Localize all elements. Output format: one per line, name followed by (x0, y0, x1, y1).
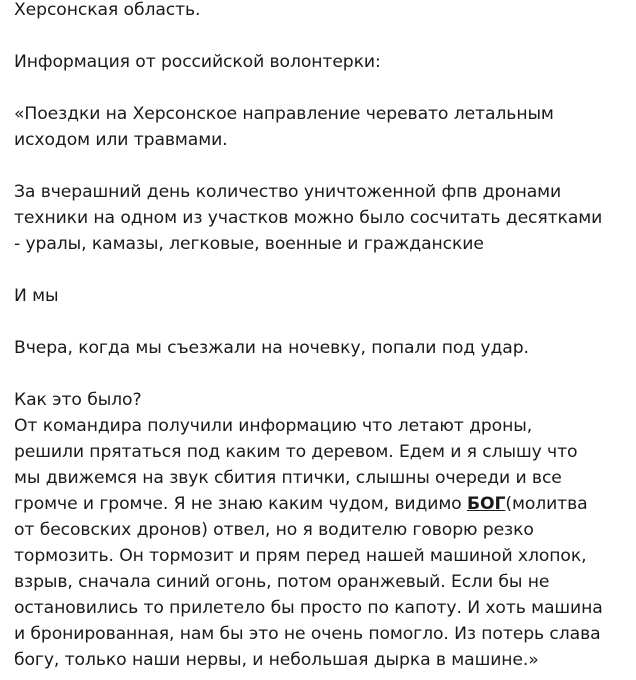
paragraph-1 (14, 101, 634, 153)
paragraph-5-line-2: От командира получили информацию что летают дроны, (14, 416, 533, 436)
paragraph-5-line-9: остановились то прилетело бы просто по капоту. И хоть машина (14, 598, 603, 618)
paragraph-5-line-10: и бронированная, нам бы это не очень помогло. Из потерь слава (14, 624, 601, 644)
paragraph-3 (14, 283, 634, 309)
paragraph-1-line-2: исходом или травмами. (14, 130, 228, 150)
paragraph-2-line-2: техники на одном из участков можно было сосчитать десятками (14, 208, 603, 228)
region-line (14, 0, 634, 23)
line-5-before-emphasis: громче и громче. Я не знаю каким чудом, видимо (14, 494, 467, 514)
paragraph-5-line-7: тормозить. Он тормозит и прям перед нашей машиной хлопок, (14, 546, 587, 566)
message-text (14, 0, 634, 673)
paragraph-5-line-5 (14, 491, 634, 517)
paragraph-5-line-4: мы движемся на звук сбития птички, слышны очереди и все (14, 468, 562, 488)
paragraph-2-line-1: За вчерашний день количество уничтоженной фпв дронами (14, 182, 562, 202)
paragraph-4 (14, 335, 634, 361)
paragraph-5-line-1: Как это было? (14, 390, 142, 410)
line-5-after-emphasis: (молитва (505, 494, 588, 514)
paragraph-5-line-6: от бесовских дронов) отвел, но я водителю говорю резко (14, 520, 534, 540)
paragraph-1-line-1: «Поездки на Херсонское направление черевато летальным (14, 104, 554, 124)
paragraph-2 (14, 179, 634, 257)
region-text: Херсонская область. (14, 0, 201, 20)
emphasis-god: БОГ (466, 494, 506, 514)
paragraph-3-line-1: И мы (14, 286, 59, 306)
source-text: Информация от российской волонтерки: (14, 52, 381, 72)
paragraph-5-line-3: решили прятаться под каким то деревом. Едем и я слышу что (14, 442, 578, 462)
paragraph-4-line-1: Вчера, когда мы съезжали на ночевку, попали под удар. (14, 338, 529, 358)
source-line (14, 49, 634, 75)
paragraph-5-line-11: богу, только наши нервы, и небольшая дырка в машине.» (14, 650, 539, 670)
paragraph-2-line-3: - уралы, камазы, легковые, военные и гражданские (14, 234, 484, 254)
paragraph-5 (14, 387, 634, 673)
paragraph-5-line-8: взрыв, сначала синий огонь, потом оранжевый. Если бы не (14, 572, 550, 592)
